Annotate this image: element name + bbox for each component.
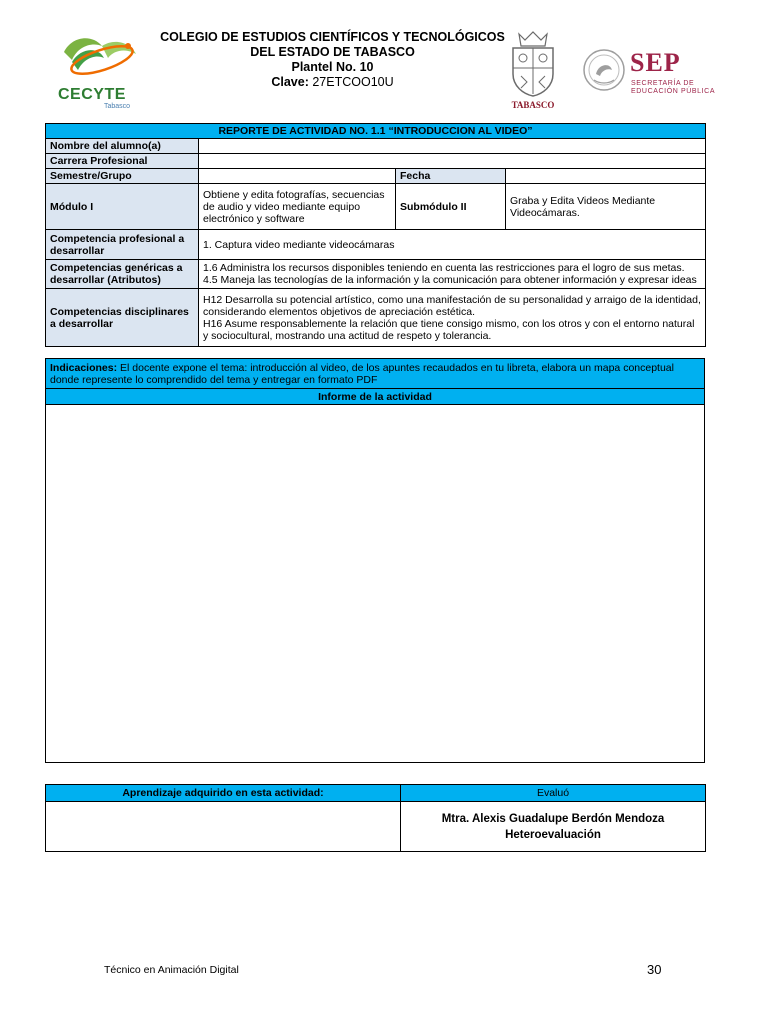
- sep-sub-line-2: EDUCACIÓN PÚBLICA: [631, 88, 716, 95]
- career-label: Carrera Profesional: [46, 154, 199, 169]
- disciplinary-competence-item: H16 Asume responsablemente la relación que tiene consigo mismo, con los otros y con el entorno natural y sociocultural, mostrando una actitud de respeto y tolerancia.: [203, 317, 695, 342]
- learning-acquired-label: Aprendizaje adquirido en esta actividad:: [46, 785, 401, 802]
- date-field[interactable]: [506, 169, 706, 184]
- submodule-value: Graba y Edita Videos Mediante Videocámaras.: [506, 184, 706, 230]
- footer-program: Técnico en Animación Digital: [104, 964, 239, 976]
- generic-competences-label: Competencias genéricas a desarrollar (Atributos): [46, 260, 199, 289]
- cecyte-logo-text: CECYTE: [58, 86, 126, 103]
- submodule-label: Submódulo II: [396, 184, 506, 230]
- evaluation-type: Heteroevaluación: [505, 828, 601, 841]
- semester-group-label: Semestre/Grupo: [46, 169, 199, 184]
- title-line-3: Plantel No. 10: [291, 60, 374, 74]
- cecyte-emblem-icon: [52, 32, 148, 92]
- disciplinary-competences-label: Competencias disciplinares a desarrollar: [46, 289, 199, 347]
- student-name-field[interactable]: [199, 139, 706, 154]
- tabasco-coat-of-arms-icon: [505, 30, 561, 98]
- module-label: Módulo I: [46, 184, 199, 230]
- evaluator-cell: [401, 802, 706, 852]
- clave-value: 27ETCOO10U: [312, 75, 394, 89]
- title-line-1: COLEGIO DE ESTUDIOS CIENTÍFICOS Y TECNOLÓGICOS: [160, 30, 505, 44]
- page-header: [0, 28, 768, 118]
- tabasco-seal: [505, 30, 561, 112]
- disciplinary-competence-item: H12 Desarrolla su potencial artístico, como una manifestación de su personalidad y arraigo de la identidad, considerando elementos objetivos de apreciación estética.: [203, 293, 701, 318]
- cecyte-logo: [52, 32, 148, 114]
- evaluated-by-label: Evaluó: [401, 785, 706, 802]
- generic-competence-item: 4.5 Maneja las tecnologías de la información y la comunicación para obtener información y expresar ideas: [203, 274, 697, 286]
- date-label: Fecha: [396, 169, 506, 184]
- learning-acquired-field[interactable]: [46, 802, 401, 852]
- cecyte-logo-subtext: Tabasco: [104, 103, 131, 110]
- mexico-eagle-emblem-icon: [582, 48, 626, 92]
- report-table: [45, 123, 706, 347]
- title-line-2: DEL ESTADO DE TABASCO: [250, 45, 415, 59]
- sep-logo-text: SEP: [630, 48, 681, 77]
- evaluator-name: Mtra. Alexis Guadalupe Berdón Mendoza: [441, 812, 665, 825]
- clave-label: Clave:: [271, 75, 309, 89]
- module-value: Obtiene y edita fotografías, secuencias de audio y video mediante equipo electrónico y software: [199, 184, 396, 230]
- generic-competences-value: [199, 260, 706, 289]
- evaluation-table: [45, 784, 706, 852]
- sep-sub-line-1: SECRETARÍA DE: [631, 80, 695, 87]
- activity-report-area[interactable]: [46, 405, 705, 763]
- disciplinary-competences-value: [199, 289, 706, 347]
- generic-competence-item: 1.6 Administra los recursos disponibles teniendo en cuenta las restricciones para el logro de sus metas.: [203, 262, 685, 274]
- instructions-label: Indicaciones:: [50, 361, 118, 374]
- career-field[interactable]: [199, 154, 706, 169]
- semester-group-field[interactable]: [199, 169, 396, 184]
- activity-report-title: Informe de la actividad: [46, 389, 705, 405]
- instructions-text: El docente expone el tema: introducción al video, de los apuntes recaudados en tu libreta, elabora un mapa conceptual donde represente lo comprendido del tema y entregar en formato PDF: [50, 361, 674, 386]
- professional-competence-value: 1. Captura video mediante videocámaras: [199, 230, 706, 260]
- activity-table: [45, 358, 705, 763]
- clave-line: [160, 75, 505, 90]
- instructions-cell: [46, 359, 705, 389]
- professional-competence-label: Competencia profesional a desarrollar: [46, 230, 199, 260]
- report-title: REPORTE DE ACTIVIDAD NO. 1.1 “INTRODUCCION AL VIDEO”: [46, 124, 706, 139]
- student-name-label: Nombre del alumno(a): [46, 139, 199, 154]
- tabasco-seal-label: TABASCO: [511, 100, 555, 110]
- institution-title: [160, 30, 505, 90]
- sep-logo-subtext: [631, 80, 715, 96]
- footer-page-number: 30: [647, 962, 662, 977]
